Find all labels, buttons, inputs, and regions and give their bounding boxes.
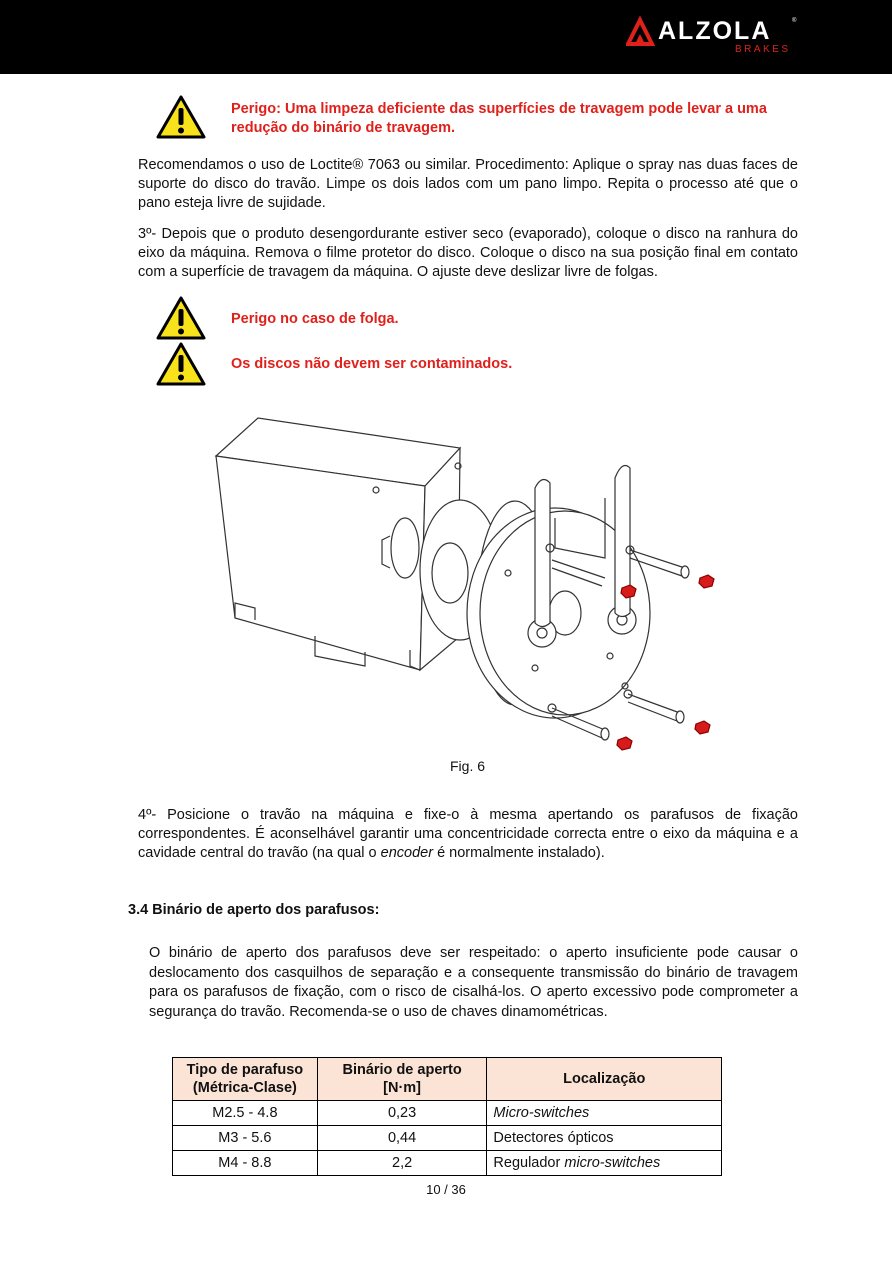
cell-torque: 0,23 <box>317 1101 487 1126</box>
cell-bolt-type: M2.5 - 4.8 <box>173 1101 318 1126</box>
paragraph-torque: O binário de aperto dos parafusos deve ser respeitado: o aperto insuficiente pode causar o deslocamento dos casquilhos de separação e a consequente transmissão do binário de travagem para os parafusos de fixação, com o risco de cisalhá-los. O aperto excessivo pode comprometer a segurança do travão. Recomenda-se o uso de chaves dinamométricas. <box>149 945 798 1020</box>
danger-warning-gap: Perigo no caso de folga. <box>231 311 399 327</box>
table-row <box>173 1151 722 1176</box>
cell-bolt-type: M4 - 8.8 <box>173 1151 318 1176</box>
brand-subtitle: BRAKES <box>735 44 791 55</box>
warning-triangle-icon <box>156 95 206 139</box>
brake-assembly-drawing <box>210 408 730 758</box>
column-header-location: Localização <box>487 1058 722 1101</box>
paragraph-loctite: Recomendamos o uso de Loctite® 7063 ou similar. Procedimento: Aplique o spray nas duas faces de suporte do disco do travão. Limpe os dois lados com um pano limpo. Repita o processo até que o pano esteja livre de sujidade. <box>138 157 798 211</box>
brand-name: ALZOLA <box>658 17 772 45</box>
encoder-term: encoder <box>380 845 434 861</box>
paragraph-step-4 <box>138 806 798 863</box>
column-header-torque: Binário de aperto [N·m] <box>317 1058 487 1101</box>
cell-torque: 2,2 <box>317 1151 487 1176</box>
warning-triangle-icon <box>156 342 206 386</box>
cell-location-italic: Micro-switches <box>493 1105 590 1121</box>
paragraph-step-4-text: 4º- Posicione o travão na máquina e fixe-o à mesma apertando os parafusos de fixação correspondentes. É aconselhável garantir uma concentricidade correcta entre o eixo da máquina e a cavidade central do travão (na qual o <box>138 807 798 861</box>
danger-warning-contamination: Os discos não devem ser contaminados. <box>231 356 513 372</box>
cell-location-text: Regulador <box>493 1155 565 1171</box>
paragraph-step-4-text-end: é normalmente instalado). <box>433 845 605 861</box>
brand-registered-mark: ® <box>792 18 797 24</box>
table-row <box>173 1101 722 1126</box>
cell-location-italic: micro-switches <box>564 1155 661 1171</box>
figure-caption: Fig. 6 <box>450 758 486 774</box>
header-bar <box>0 0 892 74</box>
torque-table <box>172 1057 722 1176</box>
table-header-row <box>173 1058 722 1101</box>
column-header-bolt-type: Tipo de parafuso (Métrica-Clase) <box>173 1058 318 1101</box>
page-number: 10 / 36 <box>426 1182 466 1197</box>
section-heading: 3.4 Binário de aperto dos parafusos: <box>128 902 380 918</box>
cell-location <box>487 1126 722 1151</box>
cell-location-text: Detectores ópticos <box>493 1130 614 1146</box>
cell-torque: 0,44 <box>317 1126 487 1151</box>
table-row <box>173 1126 722 1151</box>
cell-location <box>487 1101 722 1126</box>
cell-bolt-type: M3 - 5.6 <box>173 1126 318 1151</box>
paragraph-step-3: 3º- Depois que o produto desengordurante estiver seco (evaporado), coloque o disco na ranhura do eixo da máquina. Remova o filme protetor do disco. Coloque o disco na sua posição final em contato com a superfície de travagem da máquina. O ajuste deve deslizar livre de folgas. <box>138 226 798 280</box>
cell-location <box>487 1151 722 1176</box>
danger-warning-cleaning: Perigo: Uma limpeza deficiente das superfícies de travagem pode levar a uma redução do binário de travagem. <box>231 101 767 136</box>
warning-triangle-icon <box>156 296 206 340</box>
